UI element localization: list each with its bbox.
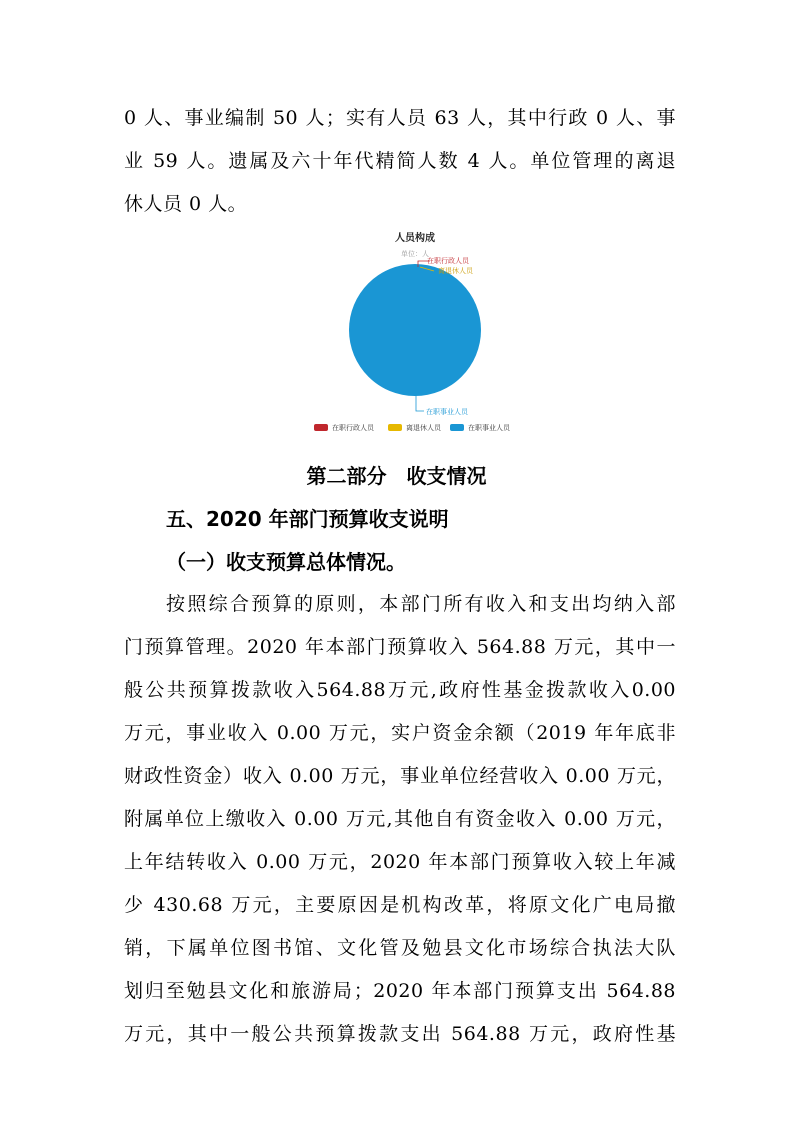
intro-line-3: 休人员 0 人。 (124, 193, 248, 215)
legend-label-admin: 在职行政人员 (332, 424, 374, 432)
body-line-10: 划归至勉县文化和旅游局；2020 年本部门预算支出 564.88 (124, 980, 676, 1002)
body-line-3: 般公共预算拨款收入564.88万元,政府性基金拨款收入0.00 (124, 679, 676, 701)
pie-slice-3 (349, 264, 481, 396)
body-line-11: 万元，其中一般公共预算拨款支出 564.88 万元，政府性基 (124, 1023, 676, 1045)
pie-label-staff: 在职事业人员 (426, 408, 468, 416)
legend-swatch-staff (450, 424, 464, 431)
subsection-heading: （一）收支预算总体情况。 (166, 550, 406, 574)
pie-label-retired: 离退休人员 (438, 267, 473, 275)
legend-label-staff: 在职事业人员 (468, 424, 510, 432)
intro-line-1: 0 人、事业编制 50 人；实有人员 63 人，其中行政 0 人、事 (124, 107, 676, 129)
body-line-7: 上年结转收入 0.00 万元，2020 年本部门预算收入较上年减 (124, 851, 676, 873)
pie-label-admin: 在职行政人员 (427, 257, 469, 265)
body-line-2: 门预算管理。2020 年本部门预算收入 564.88 万元，其中一 (124, 636, 676, 658)
chart-title: 人员构成 (395, 233, 435, 244)
body-line-9: 销，下属单位图书馆、文化管及勉县文化市场综合执法大队 (124, 937, 676, 959)
section-heading: 五、2020 年部门预算收支说明 (166, 507, 449, 531)
legend-label-retired: 离退休人员 (406, 424, 441, 432)
chart-legend (314, 423, 511, 432)
legend-swatch-retired (388, 424, 402, 431)
body-line-6: 附属单位上缴收入 0.00 万元,其他自有资金收入 0.00 万元， (124, 808, 676, 830)
body-line-4: 万元，事业收入 0.00 万元，实户资金余额（2019 年年底非 (124, 722, 676, 744)
intro-line-2: 业 59 人。遗属及六十年代精简人数 4 人。单位管理的离退 (124, 150, 676, 172)
legend-swatch-admin (314, 424, 328, 431)
body-line-8: 少 430.68 万元，主要原因是机构改革，将原文化广电局撤 (124, 894, 676, 916)
part-title: 第二部分 收支情况 (306, 464, 487, 488)
personnel-pie-chart (300, 225, 540, 440)
body-line-1: 按照综合预算的原则，本部门所有收入和支出均纳入部 (166, 593, 676, 615)
body-line-5: 财政性资金）收入 0.00 万元，事业单位经营收入 0.00 万元， (124, 765, 676, 787)
chart-unit-label: 单位：人 (401, 250, 429, 258)
